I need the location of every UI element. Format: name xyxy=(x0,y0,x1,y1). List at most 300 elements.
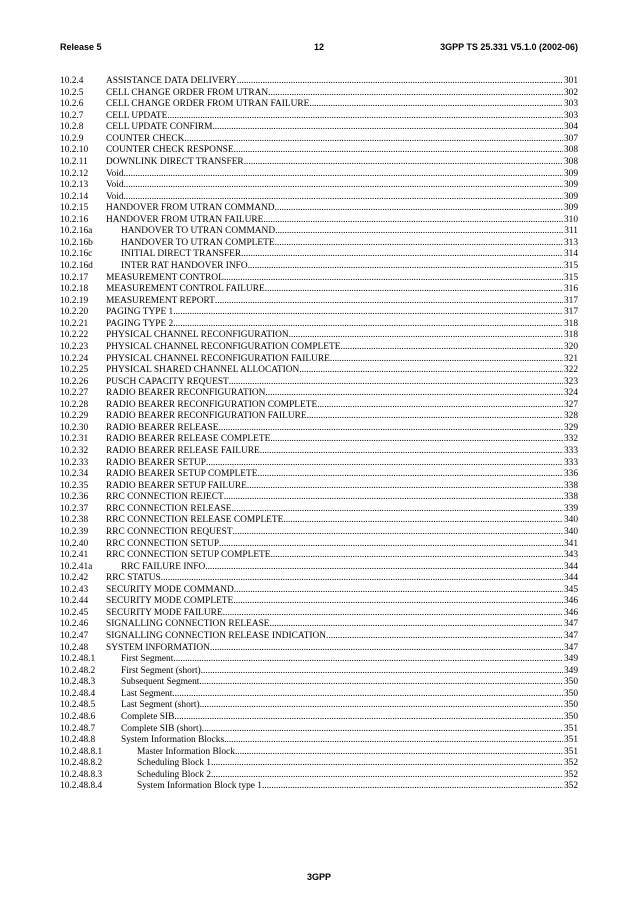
toc-entry[interactable] xyxy=(60,700,578,712)
toc-section-number: 10.2.15 xyxy=(60,203,89,214)
toc-section-title: System Information Block type 1 xyxy=(137,781,262,792)
toc-dot-leader xyxy=(161,573,563,585)
toc-section-number: 10.2.7 xyxy=(60,110,84,121)
toc-section-number: 10.2.29 xyxy=(60,411,89,422)
toc-entry[interactable] xyxy=(60,562,578,574)
toc-dot-leader xyxy=(270,434,563,446)
toc-section-title: RRC CONNECTION SETUP COMPLETE xyxy=(106,550,271,561)
toc-entry[interactable] xyxy=(60,192,578,204)
toc-entry[interactable] xyxy=(60,215,578,227)
toc-page-number: 352 xyxy=(563,758,578,769)
toc-entry[interactable] xyxy=(60,735,578,747)
toc-dot-leader xyxy=(224,492,563,504)
toc-entry[interactable] xyxy=(60,238,578,250)
toc-dot-leader xyxy=(271,550,563,562)
toc-entry[interactable] xyxy=(60,689,578,701)
toc-section-number: 10.2.39 xyxy=(60,526,89,537)
toc-entry[interactable] xyxy=(60,504,578,516)
toc-dot-leader xyxy=(124,180,563,192)
toc-section-title: DOWNLINK DIRECT TRANSFER xyxy=(106,156,244,167)
toc-entry[interactable] xyxy=(60,712,578,724)
toc-section-number: 10.2.48.8.2 xyxy=(60,758,103,769)
toc-section-number: 10.2.13 xyxy=(60,180,89,191)
toc-section-number: 10.2.16 xyxy=(60,214,89,225)
toc-entry[interactable] xyxy=(60,423,578,435)
toc-page-number: 320 xyxy=(563,341,578,352)
toc-dot-leader xyxy=(124,169,563,181)
toc-entry[interactable] xyxy=(60,273,578,285)
toc-section-number: 10.2.16b xyxy=(60,237,93,248)
toc-dot-leader xyxy=(317,400,563,412)
toc-section-title: SECURITY MODE COMPLETE xyxy=(106,596,234,607)
toc-dot-leader xyxy=(340,342,562,354)
toc-dot-leader xyxy=(283,515,563,527)
toc-dot-leader xyxy=(211,770,563,782)
toc-section-number: 10.2.24 xyxy=(60,353,89,364)
toc-entry[interactable] xyxy=(60,492,578,504)
toc-dot-leader xyxy=(237,76,563,88)
toc-page-number: 315 xyxy=(563,261,578,271)
toc-entry[interactable] xyxy=(60,284,578,296)
toc-section-number: 10.2.22 xyxy=(60,330,89,341)
toc-entry[interactable] xyxy=(60,157,578,169)
toc-page-number: 308 xyxy=(563,145,578,156)
toc-entry[interactable] xyxy=(60,134,578,146)
toc-section-number: 10.2.18 xyxy=(60,284,89,295)
toc-page-number: 313 xyxy=(563,237,578,248)
toc-dot-leader xyxy=(270,619,563,631)
toc-section-number: 10.2.6 xyxy=(60,99,84,110)
toc-page-number: 340 xyxy=(563,515,578,526)
toc-page-number: 324 xyxy=(563,388,578,399)
toc-dot-leader xyxy=(202,724,563,736)
toc-page-number: 302 xyxy=(563,87,578,98)
toc-section-number: 10.2.48.1 xyxy=(60,654,96,665)
toc-dot-leader xyxy=(174,712,563,724)
toc-section-title: RADIO BEARER SETUP COMPLETE xyxy=(106,469,258,480)
toc-entry[interactable] xyxy=(60,145,578,157)
toc-section-number: 10.2.48.6 xyxy=(60,711,96,722)
toc-dot-leader xyxy=(268,88,563,100)
toc-section-title: SYSTEM INFORMATION xyxy=(106,642,210,653)
toc-section-number: 10.2.14 xyxy=(60,191,89,202)
toc-page-number: 333 xyxy=(563,457,578,468)
toc-section-number: 10.2.27 xyxy=(60,388,89,399)
page-number: 12 xyxy=(313,42,324,52)
toc-page-number: 322 xyxy=(563,365,578,376)
toc-dot-leader xyxy=(235,747,563,759)
toc-section-title: RRC CONNECTION REQUEST xyxy=(106,526,233,537)
toc-entry[interactable] xyxy=(60,319,578,331)
toc-dot-leader xyxy=(257,469,562,481)
toc-dot-leader xyxy=(211,758,563,770)
toc-section-title: RRC CONNECTION SETUP xyxy=(106,538,220,549)
toc-entry[interactable] xyxy=(60,481,578,493)
toc-dot-leader xyxy=(234,585,563,597)
toc-page-number: 329 xyxy=(563,422,578,433)
toc-dot-leader xyxy=(265,284,563,296)
toc-section-title: RRC FAILURE INFO xyxy=(121,561,206,572)
toc-entry[interactable] xyxy=(60,758,578,770)
toc-entry[interactable] xyxy=(60,377,578,389)
toc-section-number: 10.2.41 xyxy=(60,550,89,561)
toc-page-number: 308 xyxy=(563,156,578,167)
toc-section-title: HANDOVER FROM UTRAN FAILURE xyxy=(106,214,264,225)
toc-page-number: 309 xyxy=(563,168,578,179)
toc-entry[interactable] xyxy=(60,180,578,192)
toc-section-number: 10.2.21 xyxy=(60,318,89,329)
toc-dot-leader xyxy=(219,539,563,551)
toc-section-title: HANDOVER TO UTRAN COMMAND xyxy=(121,226,276,237)
toc-section-title: ASSISTANCE DATA DELIVERY xyxy=(106,76,237,86)
toc-entry[interactable] xyxy=(60,573,578,585)
toc-section-title: RRC CONNECTION RELEASE COMPLETE xyxy=(106,515,284,526)
toc-entry[interactable] xyxy=(60,434,578,446)
toc-entry[interactable] xyxy=(60,608,578,620)
toc-entry[interactable] xyxy=(60,539,578,551)
spec-identifier: 3GPP TS 25.331 V5.1.0 (2002-06) xyxy=(440,42,578,52)
toc-page-number: 346 xyxy=(563,607,578,618)
toc-entry[interactable] xyxy=(60,747,578,759)
toc-dot-leader xyxy=(330,354,563,366)
toc-section-title: RADIO BEARER RECONFIGURATION FAILURE xyxy=(106,411,307,422)
toc-entry[interactable] xyxy=(60,354,578,366)
toc-dot-leader xyxy=(212,122,563,134)
toc-page-number: 336 xyxy=(563,469,578,480)
toc-section-title: Complete SIB xyxy=(121,711,175,722)
toc-dot-leader xyxy=(173,307,563,319)
toc-page-number: 317 xyxy=(563,307,578,318)
toc-entry[interactable] xyxy=(60,550,578,562)
toc-section-title: Complete SIB (short) xyxy=(121,723,202,734)
toc-page-number: 346 xyxy=(563,596,578,607)
page-header xyxy=(60,42,578,56)
toc-dot-leader xyxy=(206,458,563,470)
toc-section-number: 10.2.28 xyxy=(60,399,89,410)
toc-dot-leader xyxy=(307,411,563,423)
toc-section-title: SECURITY MODE COMMAND xyxy=(106,584,234,595)
toc-page-number: 340 xyxy=(563,526,578,537)
toc-entry[interactable] xyxy=(60,365,578,377)
toc-page-number: 323 xyxy=(563,376,578,387)
toc-section-number: 10.2.11 xyxy=(60,156,88,167)
toc-section-number: 10.2.48.8.1 xyxy=(60,746,103,757)
toc-dot-leader xyxy=(201,666,563,678)
toc-entry[interactable] xyxy=(60,203,578,215)
toc-dot-leader xyxy=(326,631,563,643)
toc-page-number: 309 xyxy=(563,203,578,214)
toc-dot-leader xyxy=(210,643,563,655)
toc-dot-leader xyxy=(262,781,563,793)
table-of-contents xyxy=(60,76,578,793)
toc-section-title: RADIO BEARER SETUP xyxy=(106,457,207,468)
toc-dot-leader xyxy=(215,296,563,308)
toc-page-number: 328 xyxy=(563,411,578,422)
toc-section-number: 10.2.5 xyxy=(60,87,84,98)
toc-entry[interactable] xyxy=(60,169,578,181)
toc-section-title: COUNTER CHECK xyxy=(106,133,185,144)
toc-section-number: 10.2.17 xyxy=(60,272,89,283)
toc-section-number: 10.2.48.4 xyxy=(60,688,96,699)
toc-page-number: 318 xyxy=(563,318,578,329)
toc-dot-leader xyxy=(200,700,563,712)
toc-section-number: 10.2.16d xyxy=(60,261,93,271)
toc-entry[interactable] xyxy=(60,76,578,88)
toc-section-title: CELL UPDATE CONFIRM xyxy=(106,122,213,133)
toc-section-title: CELL UPDATE xyxy=(106,110,168,121)
toc-section-number: 10.2.32 xyxy=(60,446,89,456)
toc-entry[interactable] xyxy=(60,527,578,539)
toc-page-number: 338 xyxy=(563,480,578,491)
toc-section-number: 10.2.34 xyxy=(60,469,89,480)
toc-section-number: 10.2.30 xyxy=(60,422,89,433)
toc-dot-leader xyxy=(275,203,563,215)
toc-dot-leader xyxy=(248,261,563,273)
toc-section-title: SIGNALLING CONNECTION RELEASE INDICATION xyxy=(106,631,327,641)
toc-page-number: 350 xyxy=(563,711,578,722)
toc-section-number: 10.2.48.2 xyxy=(60,665,96,676)
toc-page-number: 351 xyxy=(563,723,578,734)
toc-section-title: Last Segment (short) xyxy=(121,700,200,711)
toc-page-number: 309 xyxy=(563,180,578,191)
toc-dot-leader xyxy=(244,157,563,169)
toc-section-title: COUNTER CHECK RESPONSE xyxy=(106,145,234,156)
toc-section-number: 10.2.48.7 xyxy=(60,723,96,734)
toc-entry[interactable] xyxy=(60,677,578,689)
toc-dot-leader xyxy=(224,273,563,285)
toc-section-number: 10.2.48.3 xyxy=(60,677,96,688)
toc-page-number: 350 xyxy=(563,700,578,711)
toc-section-number: 10.2.20 xyxy=(60,307,89,318)
toc-entry[interactable] xyxy=(60,619,578,631)
toc-entry[interactable] xyxy=(60,342,578,354)
toc-entry[interactable] xyxy=(60,446,578,458)
toc-page-number: 303 xyxy=(563,110,578,121)
toc-page-number: 352 xyxy=(563,769,578,780)
toc-dot-leader xyxy=(223,608,563,620)
toc-section-title: First Segment (short) xyxy=(121,665,201,676)
toc-section-number: 10.2.41a xyxy=(60,561,93,572)
toc-section-number: 10.2.38 xyxy=(60,515,89,526)
toc-page-number: 304 xyxy=(563,122,578,133)
toc-entry[interactable] xyxy=(60,724,578,736)
toc-section-number: 10.2.12 xyxy=(60,168,89,179)
toc-section-number: 10.2.48.8 xyxy=(60,735,96,746)
toc-section-number: 10.2.23 xyxy=(60,341,89,352)
toc-section-title: PUSCH CAPACITY REQUEST xyxy=(106,376,229,387)
toc-page-number: 318 xyxy=(563,330,578,341)
toc-section-title: Scheduling Block 1 xyxy=(137,758,211,769)
toc-section-title: MEASUREMENT CONTROL FAILURE xyxy=(106,284,265,295)
toc-dot-leader xyxy=(233,527,563,539)
toc-entry[interactable] xyxy=(60,226,578,238)
toc-dot-leader xyxy=(173,319,563,331)
toc-page-number: 317 xyxy=(563,295,578,306)
toc-section-title: RRC CONNECTION RELEASE xyxy=(106,503,232,514)
toc-section-number: 10.2.47 xyxy=(60,631,89,641)
toc-page-number: 347 xyxy=(563,619,578,630)
toc-section-title: INTER RAT HANDOVER INFO xyxy=(121,261,248,271)
toc-entry[interactable] xyxy=(60,666,578,678)
toc-dot-leader xyxy=(184,134,563,146)
toc-page-number: 349 xyxy=(563,665,578,676)
toc-section-number: 10.2.19 xyxy=(60,295,89,306)
toc-section-title: PHYSICAL CHANNEL RECONFIGURATION FAILURE xyxy=(106,353,330,364)
toc-section-number: 10.2.9 xyxy=(60,133,84,144)
toc-section-title: PAGING TYPE 2 xyxy=(106,318,174,329)
toc-section-title: RRC STATUS xyxy=(106,573,161,584)
toc-dot-leader xyxy=(234,145,563,157)
toc-entry[interactable] xyxy=(60,261,578,273)
toc-section-title: RADIO BEARER RECONFIGURATION xyxy=(106,388,266,399)
toc-page-number: 333 xyxy=(563,446,578,456)
toc-dot-leader xyxy=(247,481,563,493)
toc-section-number: 10.2.10 xyxy=(60,145,89,156)
toc-page-number: 307 xyxy=(563,133,578,144)
toc-page-number: 351 xyxy=(563,746,578,757)
toc-page-number: 341 xyxy=(563,538,578,549)
toc-section-number: 10.2.48.8.4 xyxy=(60,781,103,792)
toc-section-title: CELL CHANGE ORDER FROM UTRAN xyxy=(106,87,269,98)
toc-section-title: Scheduling Block 2 xyxy=(137,769,211,780)
toc-entry[interactable] xyxy=(60,515,578,527)
toc-entry[interactable] xyxy=(60,307,578,319)
toc-section-title: PAGING TYPE 1 xyxy=(106,307,174,318)
toc-section-number: 10.2.31 xyxy=(60,434,89,445)
toc-section-title: Subsequent Segment xyxy=(121,677,200,688)
toc-entry[interactable] xyxy=(60,99,578,111)
toc-section-title: SECURITY MODE FAILURE xyxy=(106,607,223,618)
toc-section-number: 10.2.44 xyxy=(60,596,89,607)
toc-section-title: SIGNALLING CONNECTION RELEASE xyxy=(106,619,270,630)
toc-dot-leader xyxy=(173,654,563,666)
toc-entry[interactable] xyxy=(60,654,578,666)
toc-entry[interactable] xyxy=(60,249,578,261)
toc-page-number: 316 xyxy=(563,284,578,295)
toc-entry[interactable] xyxy=(60,388,578,400)
toc-section-title: RADIO BEARER RELEASE xyxy=(106,422,219,433)
toc-page-number: 303 xyxy=(563,99,578,110)
toc-dot-leader xyxy=(241,249,563,261)
toc-entry[interactable] xyxy=(60,296,578,308)
toc-section-number: 10.2.43 xyxy=(60,584,89,595)
toc-section-title: PHYSICAL SHARED CHANNEL ALLOCATION xyxy=(106,365,300,376)
toc-section-number: 10.2.42 xyxy=(60,573,89,584)
toc-dot-leader xyxy=(199,677,563,689)
toc-section-title: PHYSICAL CHANNEL RECONFIGURATION COMPLETE xyxy=(106,341,341,352)
toc-section-title: HANDOVER TO UTRAN COMPLETE xyxy=(121,237,275,248)
toc-section-number: 10.2.16c xyxy=(60,249,93,260)
toc-dot-leader xyxy=(172,689,563,701)
toc-section-title: Void xyxy=(106,180,124,191)
toc-entry[interactable] xyxy=(60,458,578,470)
toc-entry[interactable] xyxy=(60,330,578,342)
toc-dot-leader xyxy=(229,377,563,389)
toc-entry[interactable] xyxy=(60,770,578,782)
toc-section-title: HANDOVER FROM UTRAN COMMAND xyxy=(106,203,275,214)
toc-section-title: PHYSICAL CHANNEL RECONFIGURATION xyxy=(106,330,289,341)
release-label: Release 5 xyxy=(60,42,102,52)
toc-entry[interactable] xyxy=(60,596,578,608)
toc-section-number: 10.2.45 xyxy=(60,607,89,618)
toc-page-number: 327 xyxy=(563,399,578,410)
toc-page-number: 332 xyxy=(563,434,578,445)
toc-page-number: 310 xyxy=(563,214,578,225)
toc-page-number: 344 xyxy=(563,573,578,584)
toc-section-title: Master Information Block xyxy=(137,746,235,757)
toc-entry[interactable] xyxy=(60,411,578,423)
toc-entry[interactable] xyxy=(60,88,578,100)
toc-section-number: 10.2.33 xyxy=(60,457,89,468)
toc-section-title: INITIAL DIRECT TRANSFER xyxy=(121,249,242,260)
toc-section-number: 10.2.40 xyxy=(60,538,89,549)
toc-section-number: 10.2.25 xyxy=(60,365,89,376)
toc-section-title: CELL CHANGE ORDER FROM UTRAN FAILURE xyxy=(106,99,310,110)
toc-page-number: 301 xyxy=(563,76,578,86)
toc-entry[interactable] xyxy=(60,122,578,134)
toc-entry[interactable] xyxy=(60,585,578,597)
toc-page-number: 345 xyxy=(563,584,578,595)
toc-page-number: 314 xyxy=(563,249,578,260)
toc-page-number: 338 xyxy=(563,492,578,503)
toc-entry[interactable] xyxy=(60,781,578,793)
toc-dot-leader xyxy=(260,446,563,458)
toc-section-number: 10.2.46 xyxy=(60,619,89,630)
toc-page-number: 343 xyxy=(563,550,578,561)
toc-dot-leader xyxy=(219,423,563,435)
toc-dot-leader xyxy=(205,562,563,574)
toc-page-number: 311 xyxy=(564,226,578,237)
toc-dot-leader xyxy=(275,226,563,238)
toc-entry[interactable] xyxy=(60,631,578,643)
toc-section-number: 10.2.37 xyxy=(60,503,89,514)
toc-section-number: 10.2.4 xyxy=(60,76,84,86)
toc-section-number: 10.2.35 xyxy=(60,480,89,491)
toc-entry[interactable] xyxy=(60,469,578,481)
toc-page-number: 315 xyxy=(563,272,578,283)
toc-entry[interactable] xyxy=(60,643,578,655)
toc-section-number: 10.2.36 xyxy=(60,492,89,503)
toc-dot-leader xyxy=(232,504,563,516)
toc-section-title: System Information Blocks xyxy=(121,735,225,746)
toc-section-number: 10.2.26 xyxy=(60,376,89,387)
toc-dot-leader xyxy=(124,192,563,204)
toc-entry[interactable] xyxy=(60,111,578,123)
toc-dot-leader xyxy=(299,365,563,377)
toc-page-number: 349 xyxy=(563,654,578,665)
toc-section-title: RADIO BEARER SETUP FAILURE xyxy=(106,480,247,491)
page-footer: 3GPP xyxy=(306,872,331,882)
toc-page-number: 347 xyxy=(563,642,578,653)
toc-section-title: RADIO BEARER RECONFIGURATION COMPLETE xyxy=(106,399,318,410)
toc-entry[interactable] xyxy=(60,400,578,412)
toc-dot-leader xyxy=(233,596,563,608)
toc-section-number: 10.2.48 xyxy=(60,642,89,653)
toc-dot-leader xyxy=(263,215,563,227)
toc-page-number: 352 xyxy=(563,781,578,792)
toc-page-number: 344 xyxy=(563,561,578,572)
toc-section-title: MEASUREMENT REPORT xyxy=(106,295,215,306)
toc-page-number: 347 xyxy=(563,631,578,641)
toc-page-number: 350 xyxy=(563,688,578,699)
toc-section-title: RADIO BEARER RELEASE COMPLETE xyxy=(106,434,271,445)
toc-dot-leader xyxy=(275,238,563,250)
toc-section-title: RRC CONNECTION REJECT xyxy=(106,492,224,503)
toc-page-number: 339 xyxy=(563,503,578,514)
toc-section-number: 10.2.16a xyxy=(60,226,93,237)
toc-section-number: 10.2.48.5 xyxy=(60,700,96,711)
toc-page-number: 351 xyxy=(563,735,578,746)
